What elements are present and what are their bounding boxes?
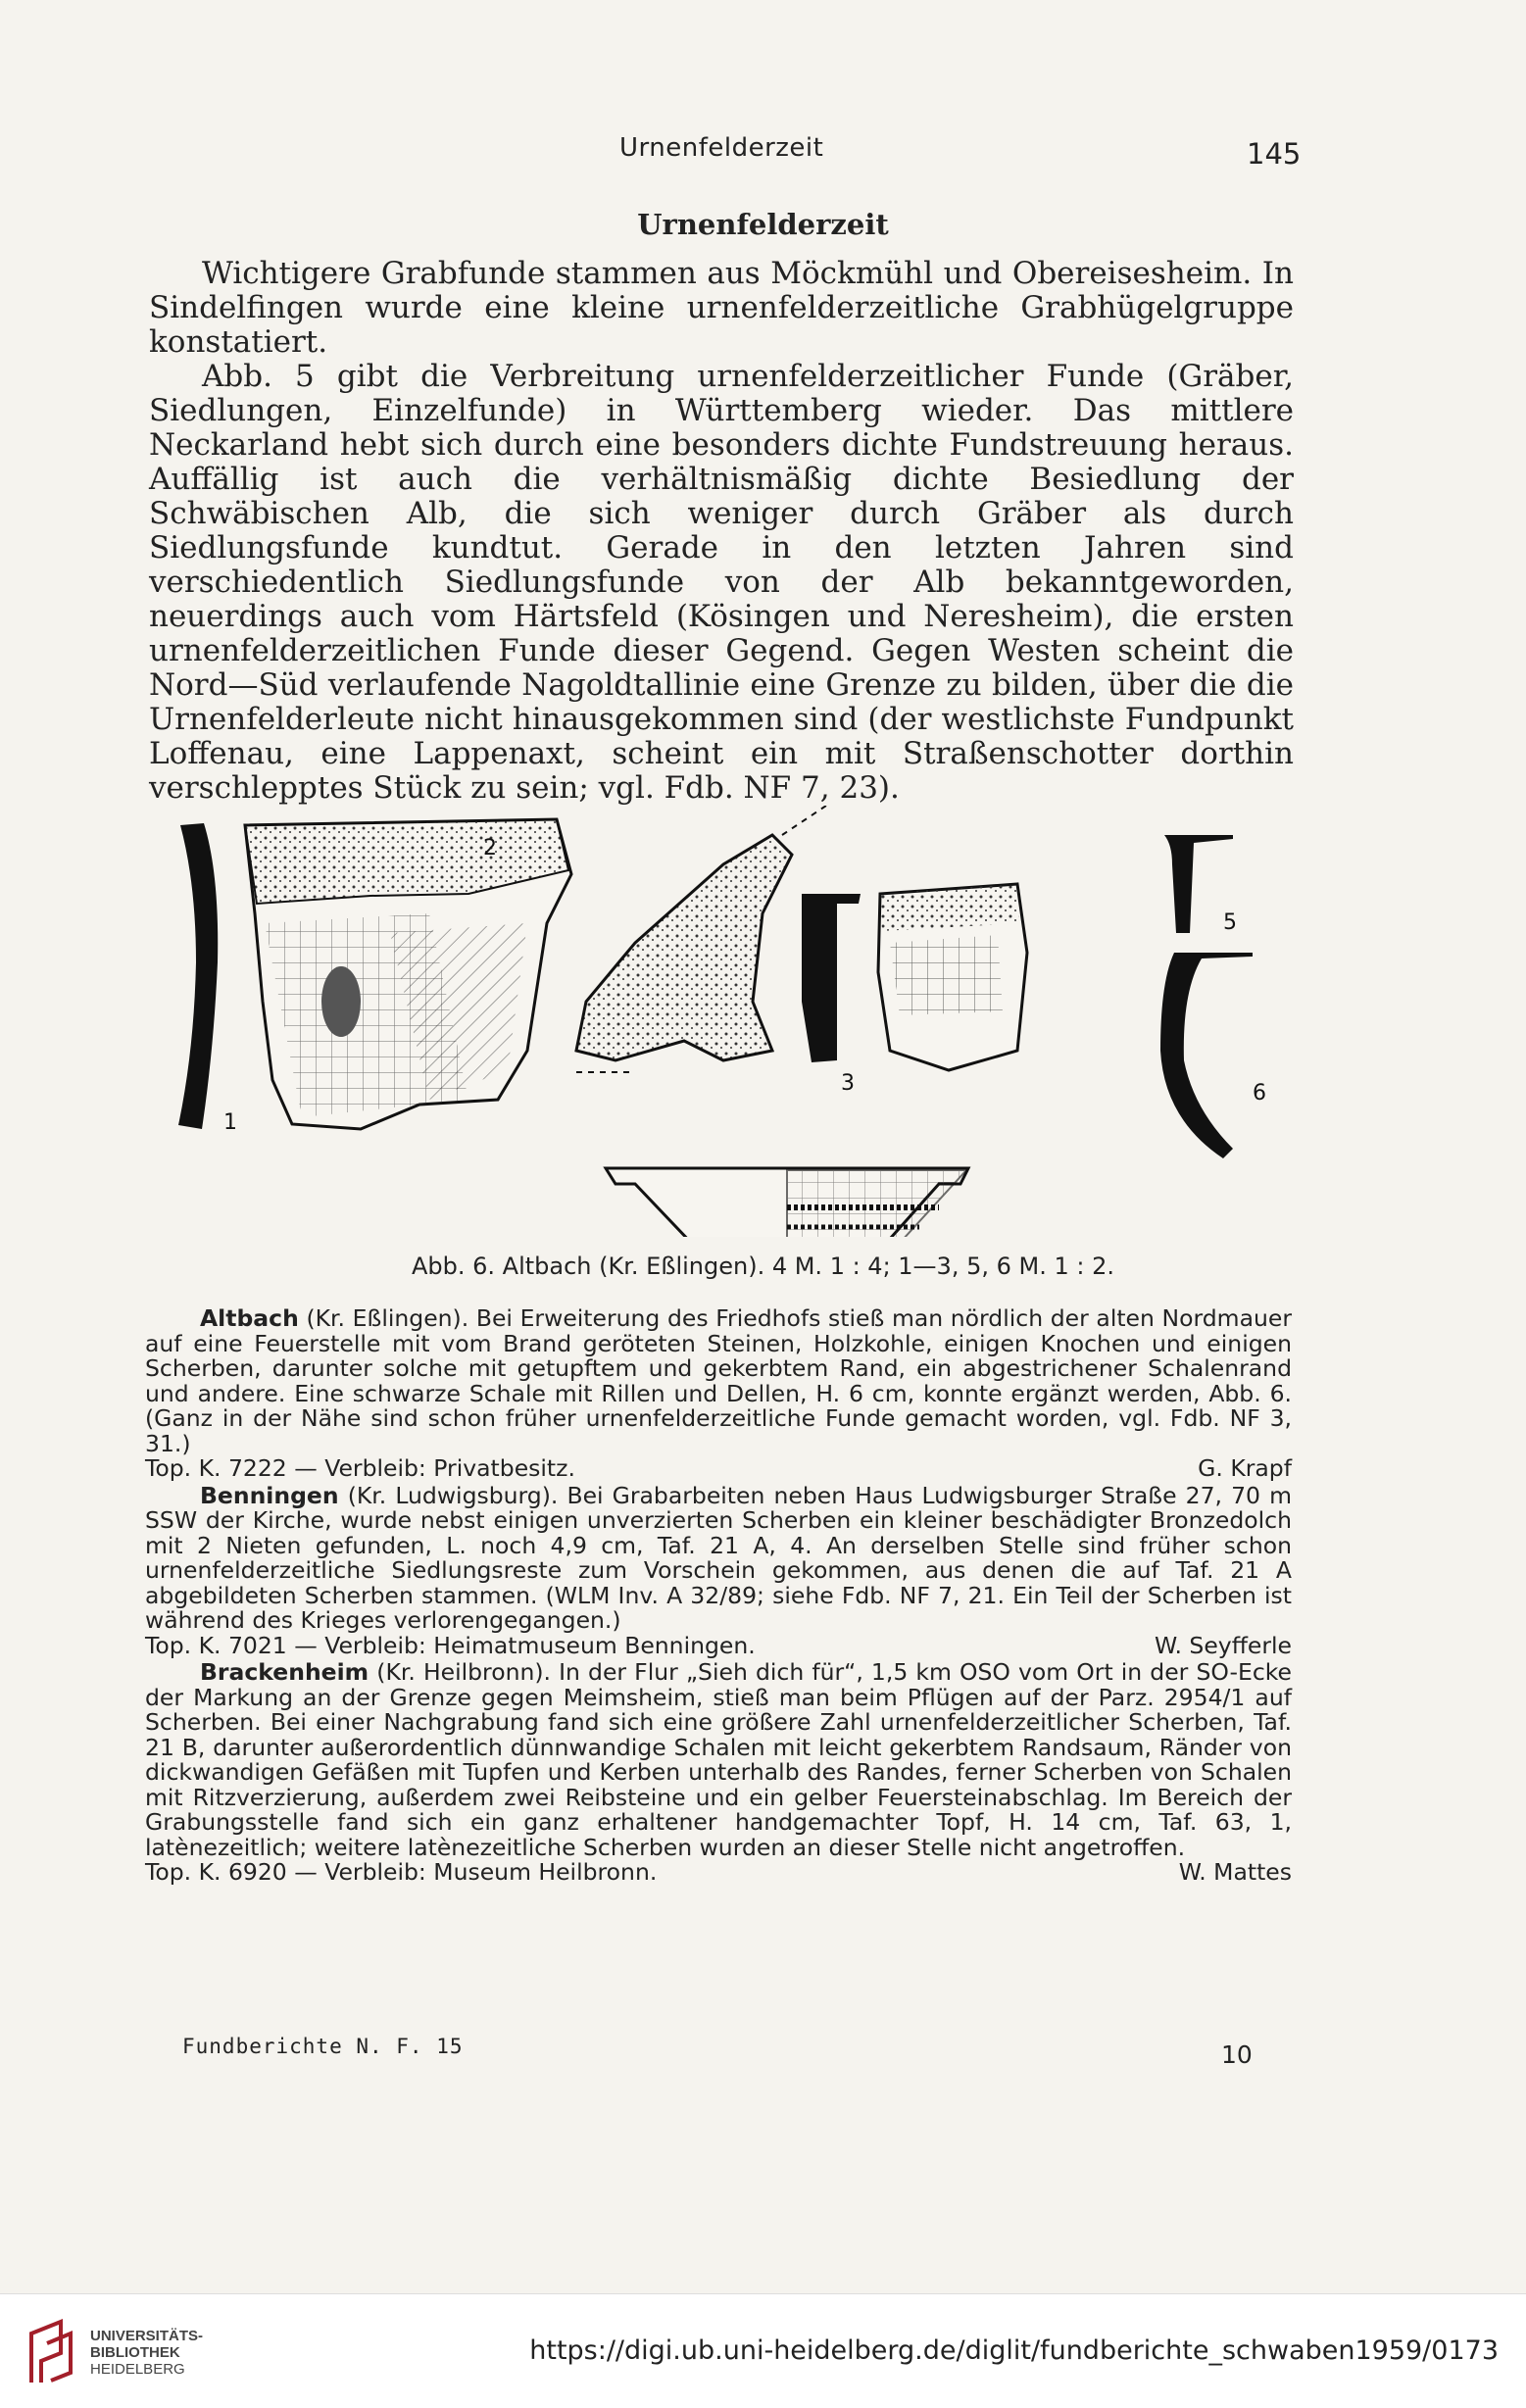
figure-sherds — [174, 806, 1282, 1237]
footer-signature: 10 — [1221, 2040, 1253, 2069]
intro-paragraph: Abb. 5 gibt die Verbreitung urnenfelderzeitlicher Funde (Gräber, Siedlungen, Einzelfunde) in Württemberg wieder. Das mittlere Neckarland hebt sich durch eine besonders dichte Fundstreuung heraus. Auffällig ist auch die verhältnismäßig dichte Besiedlung der Schwäbischen Alb, die sich weniger durch Gräber als durch Siedlungsfunde kundtut. Gerade in den letzten Jahren sind verschiedentlich Siedlungsfunde von der Alb bekanntgeworden, neuerdings auch vom Härtsfeld (Kösingen und Neresheim), die ersten urnenfelderzeitlichen Funde dieser Gegend. Gegen Westen scheint die Nord—Süd verlaufende Nagoldtallinie eine Grenze zu bilden, über die die Urnenfelderleute nicht hinausgekommen sind (der westlichste Fundpunkt Loffenau, eine Lappenaxt, scheint ein mit Straßenschotter dorthin verschlepptes Stück zu sein; vgl. Fdb. NF 7, 23). — [149, 359, 1294, 806]
intro-paragraph: Wichtigere Grabfunde stammen aus Möckmühl und Obereisesheim. In Sindelfingen wurde eine kleine urnenfelderzeitliche Grabhügelgruppe konstatiert. — [149, 256, 1294, 360]
running-head: Urnenfelderzeit — [619, 133, 824, 163]
entry-brackenheim — [145, 1660, 1292, 1886]
entry-text — [145, 1660, 1292, 1860]
library-name-line: HEIDELBERG — [90, 2361, 185, 2378]
entry-author: W. Mattes — [1178, 1858, 1292, 1886]
entry-body: (Kr. Eßlingen). Bei Erweiterung des Friedhofs stieß man nördlich der alten Nordmauer auf eine Feuerstelle mit vom Brand geröteten Steinen, Holzkohle, einigen Knochen und einigen Scherben, darunter solche mit getupftem und gekerbtem Rand, ein abgestrichener Schalenrand und andere. Eine schwarze Schale mit Rillen und Dellen, H. 6 cm, konnte ergänzt werden, Abb. 6. (Ganz in der Nähe sind schon früher urnenfelderzeitliche Funde gemacht worden, vgl. Fdb. NF 3, 31.) — [145, 1304, 1292, 1457]
entry-altbach — [145, 1306, 1292, 1482]
entry-meta — [145, 1456, 1292, 1482]
viewer-footer-bar — [0, 2293, 1526, 2408]
intro-text — [149, 257, 1294, 806]
footer-series: Fundberichte N. F. 15 — [182, 2035, 464, 2058]
permalink-url[interactable]: https://digi.ub.uni-heidelberg.de/diglit/fundberichte_schwaben1959/0173 — [529, 2335, 1499, 2366]
figure-label-3: 3 — [841, 1071, 855, 1096]
entry-author: W. Seyfferle — [1154, 1631, 1292, 1659]
figure-label-1: 1 — [223, 1110, 237, 1135]
entry-body: (Kr. Ludwigsburg). Bei Grabarbeiten neben Haus Ludwigsburger Straße 27, 70 m SSW der Kirche, wurde nebst einigen unverzierten Scherben ein kleiner beschädigter Bronzedolch mit 2 Nieten gefunden, L. noch 4,9 cm, Taf. 21 A, 4. An derselben Stelle sind früher schon urnenfelderzeitliche Siedlungsreste zum Vorschein gekommen, aus denen die auf Taf. 21 A abgebildeten Scherben stammen. (WLM Inv. A 32/89; siehe Fdb. NF 7, 21. Ein Teil der Scherben ist während des Krieges verlorengegangen.) — [145, 1481, 1292, 1634]
profile-3 — [802, 894, 861, 1062]
entry-place: Altbach — [200, 1304, 299, 1332]
entry-place: Benningen — [200, 1481, 339, 1509]
library-name[interactable] — [90, 2328, 203, 2378]
entry-top: Top. K. 7222 — Verbleib: Privatbesitz. — [145, 1454, 575, 1482]
profile-6 — [1160, 953, 1253, 1158]
figure-label-6: 6 — [1253, 1081, 1266, 1106]
sherd-2 — [576, 835, 792, 1060]
entry-meta — [145, 1631, 1292, 1659]
figure-label-2: 2 — [483, 836, 497, 860]
entry-top: Top. K. 6920 — Verbleib: Museum Heilbronn. — [145, 1858, 658, 1886]
entry-author: G. Krapf — [1198, 1454, 1292, 1482]
page-number: 145 — [1247, 137, 1302, 171]
figure-label-5: 5 — [1223, 910, 1237, 935]
library-name-line: UNIVERSITÄTS- — [90, 2328, 204, 2344]
entry-text — [145, 1481, 1292, 1634]
entry-top: Top. K. 7021 — Verbleib: Heimatmuseum Benningen. — [145, 1631, 756, 1659]
entry-place: Brackenheim — [200, 1658, 369, 1686]
library-name-line: BIBLIOTHEK — [90, 2344, 180, 2361]
entry-meta — [145, 1860, 1292, 1886]
library-logo-icon[interactable] — [22, 2314, 80, 2392]
figure-caption: Abb. 6. Altbach (Kr. Eßlingen). 4 M. 1 : 4; 1—3, 5, 6 M. 1 : 2. — [412, 1253, 1114, 1280]
section-title: Urnenfelderzeit — [637, 208, 889, 241]
entry-benningen — [145, 1481, 1292, 1659]
sherd-drawings — [174, 806, 1282, 1237]
profile-1 — [178, 823, 218, 1129]
site-entries — [145, 1306, 1292, 1888]
entry-text — [145, 1306, 1292, 1456]
entry-body: (Kr. Heilbronn). In der Flur „Sieh dich für“, 1,5 km OSO vom Ort in der SO-Ecke der Markung an der Grenze gegen Meimsheim, stieß man beim Pflügen auf der Parz. 2954/1 auf Scherben. Bei einer Nachgrabung fand sich eine größere Zahl urnenfelderzeitlicher Scherben, Taf. 21 B, darunter außerordentlich dünnwandige Schalen mit leicht gekerbtem Randsaum, Ränder von dickwandigen Gefäßen mit Tupfen und Kerben unterhalb des Randes, ferner Scherben von Schalen mit Ritzverzierung, außerdem zwei Reibsteine und ein gelber Feuersteinabschlag. Im Bereich der Grabungsstelle fand sich ein ganz erhaltener handgemachter Topf, H. 14 cm, Taf. 63, 1, latènezeitlich; weitere latènezeitliche Scherben wurden an dieser Stelle nicht angetroffen. — [145, 1658, 1292, 1861]
